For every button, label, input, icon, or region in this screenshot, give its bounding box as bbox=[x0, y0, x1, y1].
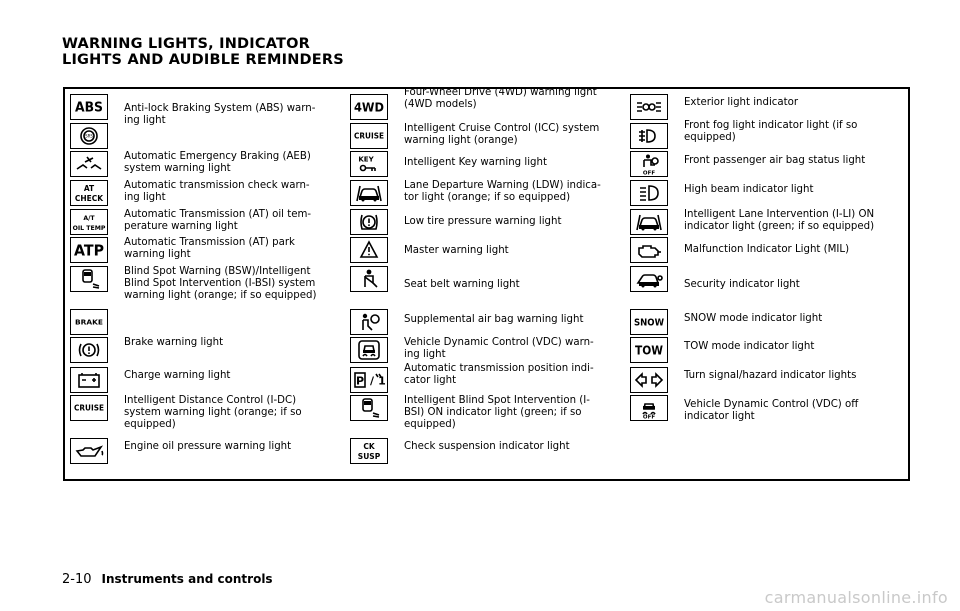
at-oil-temp-icon bbox=[70, 209, 108, 235]
svg-text:P: P bbox=[355, 374, 365, 388]
label-line: Brake warning light bbox=[124, 337, 224, 348]
abs-text-icon bbox=[70, 94, 108, 120]
warning-light-label bbox=[404, 363, 594, 387]
label-line: Intelligent Blind Spot Intervention (I- bbox=[404, 395, 590, 406]
label-line: Automatic transmission check warn- bbox=[124, 180, 310, 191]
warning-light-label bbox=[404, 395, 590, 431]
label-line: Front fog light indicator light (if so bbox=[684, 120, 858, 131]
label-line: BSI) ON indicator light (green; if so bbox=[404, 407, 582, 418]
high-beam-icon bbox=[630, 180, 668, 206]
blind-spot-icon bbox=[350, 395, 388, 421]
label-line: Malfunction Indicator Light (MIL) bbox=[684, 244, 850, 255]
label-line: SNOW mode indicator light bbox=[684, 313, 823, 324]
svg-text:CK: CK bbox=[363, 442, 375, 451]
seat-belt-icon bbox=[350, 266, 388, 292]
at-check-icon bbox=[70, 180, 108, 206]
label-line: Anti-lock Braking System (ABS) warn- bbox=[124, 103, 316, 114]
warning-light-label bbox=[684, 209, 874, 233]
label-line: equipped) bbox=[684, 132, 736, 143]
warning-light-label bbox=[124, 103, 315, 127]
passenger-airbag-off-icon bbox=[630, 151, 668, 177]
label-line: Four-Wheel Drive (4WD) warning light bbox=[404, 87, 597, 98]
check-suspension-icon bbox=[350, 438, 388, 464]
svg-text:A/T: A/T bbox=[83, 215, 95, 222]
label-line: Intelligent Lane Intervention (I-LI) ON bbox=[684, 209, 875, 220]
label-line: ing light bbox=[124, 115, 166, 126]
warning-light-label bbox=[124, 370, 230, 382]
warning-light-label bbox=[684, 97, 798, 109]
master-warning-icon bbox=[350, 237, 388, 263]
label-line: Automatic Transmission (AT) oil tem- bbox=[124, 209, 312, 220]
label-line: Automatic Emergency Braking (AEB) bbox=[124, 151, 311, 162]
vdc-skid-icon bbox=[350, 337, 388, 363]
page-number: 2-10 bbox=[62, 572, 92, 587]
label-line: system warning light bbox=[124, 163, 231, 174]
tire-pressure-icon bbox=[350, 209, 388, 235]
svg-text:CHECK: CHECK bbox=[74, 194, 104, 203]
label-line: perature warning light bbox=[124, 221, 238, 232]
park-position-icon bbox=[350, 367, 388, 393]
svg-text:ABS: ABS bbox=[75, 100, 103, 116]
label-line: Lane Departure Warning (LDW) indica- bbox=[404, 180, 601, 191]
exterior-light-icon bbox=[630, 94, 668, 120]
label-line: Supplemental air bag warning light bbox=[404, 314, 584, 325]
label-line: Security indicator light bbox=[684, 279, 800, 290]
cruise-text-icon bbox=[350, 123, 388, 149]
page-footer bbox=[62, 568, 273, 587]
label-line: Master warning light bbox=[404, 245, 509, 256]
aeb-collision-icon bbox=[70, 151, 108, 177]
label-line: Intelligent Cruise Control (ICC) system bbox=[404, 123, 600, 134]
warning-light-label bbox=[404, 87, 597, 111]
warning-light-label bbox=[404, 157, 547, 169]
label-line: equipped) bbox=[124, 419, 176, 430]
page-title bbox=[62, 36, 344, 68]
warning-light-label bbox=[124, 395, 302, 431]
svg-text:TOW: TOW bbox=[635, 343, 663, 358]
warning-light-label bbox=[404, 441, 570, 453]
label-line: ing light bbox=[124, 192, 166, 203]
label-line: Automatic transmission position indi- bbox=[404, 363, 594, 374]
warning-light-label bbox=[684, 313, 822, 325]
label-line: Intelligent Distance Control (I-DC) bbox=[124, 395, 297, 406]
watermark: carmanualsonline.info bbox=[764, 588, 948, 607]
svg-text:ATP: ATP bbox=[74, 241, 105, 260]
warning-light-label bbox=[124, 441, 291, 453]
4wd-text-icon bbox=[350, 94, 388, 120]
label-line: Low tire pressure warning light bbox=[404, 216, 562, 227]
warning-light-label bbox=[404, 314, 583, 326]
svg-text:BRAKE: BRAKE bbox=[75, 318, 104, 327]
label-line: Intelligent Key warning light bbox=[404, 157, 547, 168]
key-icon bbox=[350, 151, 388, 177]
warning-light-label bbox=[684, 399, 858, 423]
cruise-text-icon bbox=[70, 395, 108, 421]
warning-light-label bbox=[684, 244, 849, 256]
warning-light-label bbox=[684, 341, 814, 353]
label-line: Turn signal/hazard indicator lights bbox=[684, 370, 857, 381]
warning-light-label bbox=[124, 180, 310, 204]
label-line: Automatic Transmission (AT) park bbox=[124, 237, 295, 248]
brake-text-icon bbox=[70, 309, 108, 335]
svg-text:OFF: OFF bbox=[642, 414, 656, 420]
label-line: (4WD models) bbox=[404, 99, 477, 110]
warning-light-label bbox=[124, 337, 223, 349]
svg-text:CRUISE: CRUISE bbox=[354, 131, 384, 141]
svg-text:SRS: SRS bbox=[85, 133, 93, 139]
lane-departure-icon bbox=[350, 180, 388, 206]
title-line-2: LIGHTS AND AUDIBLE REMINDERS bbox=[62, 52, 344, 68]
label-line: Engine oil pressure warning light bbox=[124, 441, 292, 452]
label-line: Front passenger air bag status light bbox=[684, 155, 866, 166]
oil-can-icon bbox=[70, 438, 108, 464]
svg-text:4WD: 4WD bbox=[354, 99, 384, 115]
srs-circle-icon bbox=[70, 123, 108, 149]
turn-signal-icon bbox=[630, 367, 668, 393]
svg-text:SUSP: SUSP bbox=[357, 452, 381, 461]
svg-text:SNOW: SNOW bbox=[634, 317, 664, 329]
warning-light-label bbox=[684, 279, 800, 291]
warning-light-label bbox=[684, 370, 856, 382]
svg-text:OFF: OFF bbox=[642, 170, 656, 176]
front-fog-icon bbox=[630, 123, 668, 149]
warning-light-label bbox=[404, 337, 594, 361]
label-line: Blind Spot Intervention (I-BSI) system bbox=[124, 278, 316, 289]
svg-text:1: 1 bbox=[378, 374, 386, 388]
airbag-icon bbox=[350, 309, 388, 335]
warning-light-label bbox=[404, 123, 599, 147]
atp-text-icon bbox=[70, 237, 108, 263]
label-line: Vehicle Dynamic Control (VDC) off bbox=[684, 399, 859, 410]
label-line: Blind Spot Warning (BSW)/Intelligent bbox=[124, 266, 311, 277]
label-line: Charge warning light bbox=[124, 370, 231, 381]
label-line: warning light (orange; if so equipped) bbox=[124, 290, 317, 301]
label-line: indicator light (green; if so equipped) bbox=[684, 221, 875, 232]
label-line: system warning light (orange; if so bbox=[124, 407, 302, 418]
warning-light-label bbox=[404, 245, 509, 257]
svg-text:/: / bbox=[369, 374, 375, 388]
label-line: Check suspension indicator light bbox=[404, 441, 570, 452]
warning-light-label bbox=[404, 279, 520, 291]
warning-light-label bbox=[684, 155, 865, 167]
warning-light-label bbox=[684, 184, 813, 196]
label-line: cator light bbox=[404, 375, 457, 386]
vdc-off-icon bbox=[630, 395, 668, 421]
warning-light-label bbox=[124, 237, 295, 261]
svg-text:AT: AT bbox=[83, 184, 95, 193]
blind-spot-icon bbox=[70, 266, 108, 292]
section-name: Instruments and controls bbox=[101, 572, 273, 586]
warning-light-label bbox=[124, 266, 316, 302]
label-line: indicator light bbox=[684, 411, 755, 422]
svg-text:KEY: KEY bbox=[358, 155, 374, 164]
brake-circle-icon bbox=[70, 337, 108, 363]
warning-light-label bbox=[404, 180, 601, 204]
label-line: equipped) bbox=[404, 419, 456, 430]
warning-light-label bbox=[404, 216, 561, 228]
engine-mil-icon bbox=[630, 237, 668, 263]
snow-text-icon bbox=[630, 309, 668, 335]
tow-text-icon bbox=[630, 337, 668, 363]
label-line: TOW mode indicator light bbox=[684, 341, 815, 352]
label-line: warning light bbox=[124, 249, 191, 260]
warning-light-label bbox=[684, 120, 857, 144]
warning-light-label bbox=[124, 151, 311, 175]
label-line: Vehicle Dynamic Control (VDC) warn- bbox=[404, 337, 594, 348]
battery-charge-icon bbox=[70, 367, 108, 393]
label-line: warning light (orange) bbox=[404, 135, 518, 146]
label-line: Seat belt warning light bbox=[404, 279, 520, 290]
label-line: tor light (orange; if so equipped) bbox=[404, 192, 571, 203]
warning-lights-table bbox=[63, 87, 910, 481]
label-line: ing light bbox=[404, 349, 446, 360]
title-line-1: WARNING LIGHTS, INDICATOR bbox=[62, 36, 310, 52]
label-line: Exterior light indicator bbox=[684, 97, 799, 108]
svg-text:OIL TEMP: OIL TEMP bbox=[72, 225, 106, 232]
label-line: High beam indicator light bbox=[684, 184, 814, 195]
svg-text:CRUISE: CRUISE bbox=[74, 403, 104, 413]
security-car-icon bbox=[630, 266, 668, 292]
warning-light-label bbox=[124, 209, 311, 233]
lane-intervention-icon bbox=[630, 209, 668, 235]
